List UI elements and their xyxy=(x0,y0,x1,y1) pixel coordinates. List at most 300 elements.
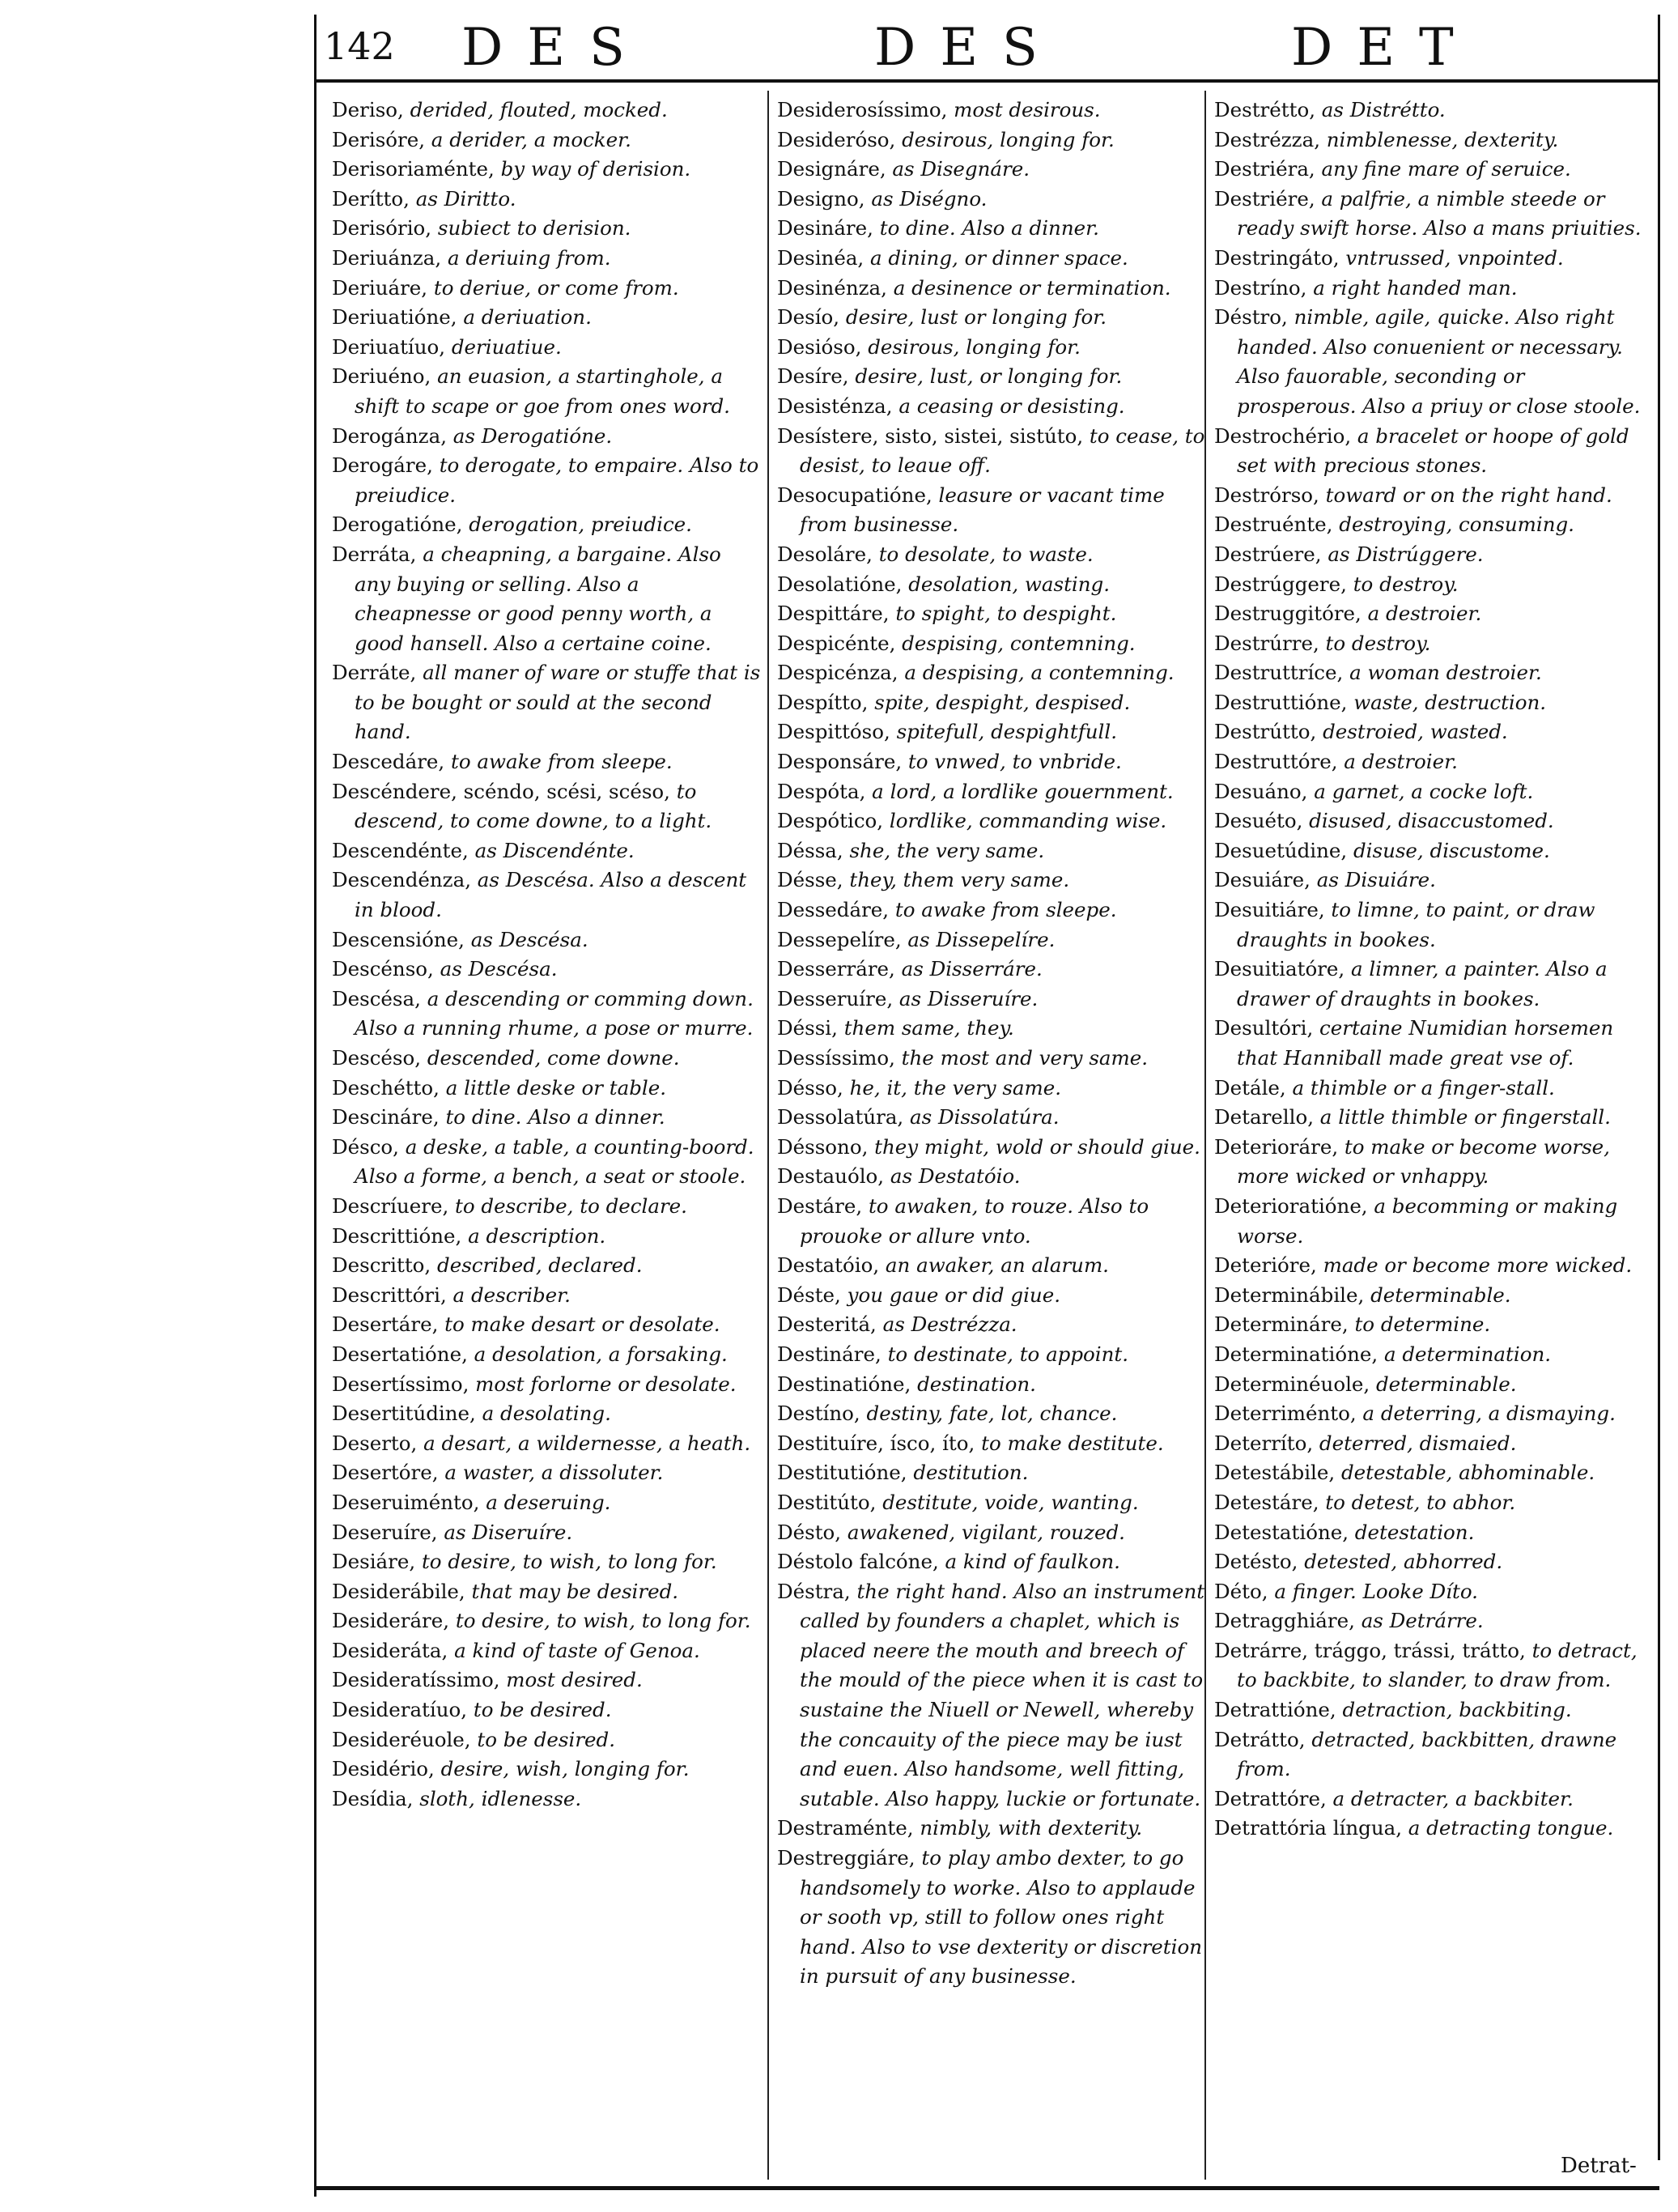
dictionary-entry xyxy=(1214,96,1643,125)
dictionary-entry xyxy=(1214,866,1643,895)
dictionary-entry xyxy=(332,125,761,155)
definition: to desire, to wish, to long for. xyxy=(415,1550,717,1574)
headword: Destíno, xyxy=(777,1402,860,1426)
definition: an euasion, a startinghole, a shift to scape or goe from ones word. xyxy=(355,364,730,418)
dictionary-entry xyxy=(1214,1725,1643,1784)
headword: Derogánza, xyxy=(332,423,447,448)
guide-word-right: DET xyxy=(1291,18,1478,78)
headword: Desseruíre, xyxy=(777,986,894,1010)
dictionary-entry xyxy=(777,836,1206,866)
headword: Detrattóre, xyxy=(1214,1786,1327,1810)
headword: Deriuatióne, xyxy=(332,305,457,330)
headword: Deterioráre, xyxy=(1214,1134,1339,1159)
definition: destroied, wasted. xyxy=(1316,720,1508,744)
dictionary-entry xyxy=(332,1488,761,1518)
dictionary-entry xyxy=(777,1192,1206,1251)
guide-word-left: DES xyxy=(461,18,649,78)
headword: Desertitúdine, xyxy=(332,1402,476,1426)
definition: determinable. xyxy=(1370,1372,1517,1396)
dictionary-entry xyxy=(1214,1547,1643,1577)
dictionary-entry xyxy=(1214,629,1643,659)
dictionary-entry xyxy=(1214,599,1643,629)
definition: to dine. Also a dinner. xyxy=(439,1105,665,1129)
dictionary-entry xyxy=(1214,1518,1643,1548)
definition: to destroy. xyxy=(1346,572,1459,596)
definition: detestable, abhominable. xyxy=(1335,1461,1595,1485)
dictionary-entry xyxy=(332,1429,761,1459)
headword: Desío, xyxy=(777,305,840,330)
headword: Destauólo, xyxy=(777,1164,885,1189)
definition: a determination. xyxy=(1378,1342,1552,1366)
dictionary-entry xyxy=(777,244,1206,274)
dictionary-entry xyxy=(777,1310,1206,1340)
headword: Destruénte, xyxy=(1214,513,1333,537)
dictionary-entry xyxy=(332,540,761,658)
dictionary-entry xyxy=(777,1370,1206,1400)
headword: Descináre, xyxy=(332,1105,440,1129)
definition: destitution. xyxy=(907,1461,1029,1485)
dictionary-entry xyxy=(332,1074,761,1104)
headword: Desuéto, xyxy=(1214,809,1303,833)
dictionary-entry xyxy=(777,1399,1206,1429)
definition: detestation. xyxy=(1349,1520,1475,1544)
headword: Dessedáre, xyxy=(777,898,890,922)
definition: a destroier. xyxy=(1361,602,1482,626)
dictionary-entry xyxy=(777,1133,1206,1163)
definition: as Detrárre. xyxy=(1354,1609,1484,1633)
dictionary-entry xyxy=(1214,422,1643,481)
dictionary-entry xyxy=(332,1784,761,1814)
definition: destitute, voide, wanting. xyxy=(876,1490,1139,1514)
definition: to awake from sleepe. xyxy=(889,898,1117,922)
dictionary-entry xyxy=(1214,806,1643,836)
dictionary-entry xyxy=(1214,1399,1643,1429)
dictionary-entry xyxy=(332,1665,761,1695)
dictionary-entry xyxy=(1214,185,1643,244)
dictionary-entry xyxy=(332,214,761,244)
dictionary-entry xyxy=(332,1547,761,1577)
definition: as Dissepelíre. xyxy=(901,927,1056,951)
definition: descended, come downe. xyxy=(421,1046,680,1070)
dictionary-entry xyxy=(777,985,1206,1015)
dictionary-entry xyxy=(332,510,761,540)
dictionary-entry xyxy=(332,1695,761,1725)
headword: Destreggiáre, xyxy=(777,1846,915,1870)
dictionary-entry xyxy=(777,1844,1206,1992)
definition: derided, flouted, mocked. xyxy=(403,98,668,121)
page-border-right xyxy=(1658,15,1660,2160)
headword: Descritto, xyxy=(332,1253,431,1278)
headword: Déto, xyxy=(1214,1579,1268,1603)
headword: Detésto, xyxy=(1214,1550,1298,1574)
dictionary-entry xyxy=(1214,1370,1643,1400)
headword: Deriuáre, xyxy=(332,275,428,300)
headword: Descésa, xyxy=(332,986,421,1010)
dictionary-entry xyxy=(332,1399,761,1429)
headword: Descendénte, xyxy=(332,838,469,862)
dictionary-entry xyxy=(777,866,1206,895)
dictionary-entry xyxy=(777,1547,1206,1577)
definition: by way of derision. xyxy=(494,157,691,181)
dictionary-entry xyxy=(332,185,761,215)
definition: to spight, to despight. xyxy=(889,602,1117,626)
headword: Destitutióne, xyxy=(777,1461,907,1485)
definition: you gaue or did giue. xyxy=(840,1283,1060,1307)
dictionary-entry xyxy=(1214,1340,1643,1370)
headword: Derráte, xyxy=(332,661,417,685)
headword: Desidério, xyxy=(332,1757,435,1781)
definition: a cheapning, a bargaine. Also any buying or selling. Also a cheapnesse or good penny worth, a good hansell. Also a certaine coine. xyxy=(355,542,721,655)
definition: as Derogatióne. xyxy=(446,423,613,448)
dictionary-entry xyxy=(1214,274,1643,304)
definition: nimbly, with dexterity. xyxy=(913,1816,1143,1840)
dictionary-entry xyxy=(332,244,761,274)
definition: leasure or vacant time from businesse. xyxy=(800,483,1165,537)
headword: Deterioratióne, xyxy=(1214,1193,1368,1218)
definition: desire, lust, or longing for. xyxy=(848,364,1123,389)
definition: desire, lust or longing for. xyxy=(839,305,1107,330)
definition: detraction, backbiting. xyxy=(1336,1698,1572,1722)
headword: Deterriménto, xyxy=(1214,1402,1357,1426)
headword: Destriére, xyxy=(1214,186,1315,211)
definition: deterred, dismaied. xyxy=(1313,1431,1517,1455)
definition: spitefull, despightfull. xyxy=(890,720,1118,744)
dictionary-entry xyxy=(332,1518,761,1548)
definition: to be desired. xyxy=(467,1698,612,1722)
headword: Desisténza, xyxy=(777,393,893,418)
headword: Desinéa, xyxy=(777,245,864,270)
dictionary-entry xyxy=(332,985,761,1044)
headword: Despóta, xyxy=(777,779,866,803)
headword: Desteritá, xyxy=(777,1312,877,1337)
dictionary-entry xyxy=(332,303,761,333)
definition: to make destitute. xyxy=(975,1431,1164,1455)
definition: to deriue, or come from. xyxy=(427,275,679,300)
definition: a becomming or making worse. xyxy=(1237,1193,1618,1248)
dictionary-entry xyxy=(1214,717,1643,747)
definition: to desire, to wish, to long for. xyxy=(449,1609,751,1633)
headword: Destrúrre, xyxy=(1214,631,1319,655)
definition: the most and very same. xyxy=(894,1046,1149,1070)
dictionary-page xyxy=(308,0,1667,2212)
dictionary-entry xyxy=(1214,1488,1643,1518)
dictionary-entry xyxy=(777,1429,1206,1459)
headword: Desertíssimo, xyxy=(332,1372,469,1396)
dictionary-entry xyxy=(1214,1251,1643,1281)
definition: a desinence or termination. xyxy=(886,275,1171,300)
headword: Descénso, xyxy=(332,957,434,981)
dictionary-entry xyxy=(1214,658,1643,688)
dictionary-entry xyxy=(777,777,1206,807)
dictionary-entry xyxy=(777,658,1206,688)
headword: Destrórso, xyxy=(1214,483,1319,507)
headword: Descedáre, xyxy=(332,750,445,774)
headword: Derisо, xyxy=(332,98,404,121)
header-rule xyxy=(314,79,1659,83)
dictionary-entry xyxy=(777,629,1206,659)
definition: a kind of taste of Genoa. xyxy=(448,1638,700,1662)
dictionary-entry xyxy=(777,717,1206,747)
dictionary-entry xyxy=(777,1518,1206,1548)
dictionary-entry xyxy=(1214,1133,1643,1192)
dictionary-entry xyxy=(1214,1103,1643,1133)
headword: Detragghiáre, xyxy=(1214,1609,1355,1633)
dictionary-entry xyxy=(1214,955,1643,1014)
definition: despising, contemning. xyxy=(895,631,1136,655)
definition: disused, disaccustomed. xyxy=(1302,809,1554,833)
headword: Désco, xyxy=(332,1134,399,1159)
definition: deriuatiue. xyxy=(445,334,562,359)
dictionary-entry xyxy=(777,1281,1206,1311)
dictionary-entry xyxy=(777,1488,1206,1518)
dictionary-entry xyxy=(1214,481,1643,511)
headword: Detrárre, trággo, trássi, trátto, xyxy=(1214,1638,1526,1662)
dictionary-entry xyxy=(777,214,1206,244)
definition: a detracting tongue. xyxy=(1402,1816,1614,1840)
definition: a deriuation. xyxy=(457,305,592,330)
dictionary-entry xyxy=(332,1133,761,1192)
dictionary-entry xyxy=(777,570,1206,600)
dictionary-entry xyxy=(777,1458,1206,1488)
definition: toward or on the right hand. xyxy=(1319,483,1612,507)
headword: Desolatióne, xyxy=(777,572,903,596)
dictionary-entry xyxy=(777,688,1206,718)
dictionary-entry xyxy=(332,1340,761,1370)
definition: he, it, the very same. xyxy=(843,1075,1062,1100)
headword: Destináre, xyxy=(777,1342,881,1366)
headword: Destrúggere, xyxy=(1214,572,1347,596)
definition: detested, abhorred. xyxy=(1298,1550,1503,1574)
headword: Desideratíuo, xyxy=(332,1698,468,1722)
definition: to limne, to paint, or draw draughts in bookes. xyxy=(1237,898,1595,951)
definition: a right handed man. xyxy=(1306,275,1518,300)
headword: Déstro, xyxy=(1214,305,1288,330)
dictionary-entry xyxy=(1214,244,1643,274)
definition: a desolation, a forsaking. xyxy=(467,1342,728,1366)
definition: as Descésa. Also a descent in blood. xyxy=(355,868,747,922)
dictionary-entry xyxy=(332,1281,761,1311)
dictionary-entry xyxy=(777,925,1206,955)
headword: Detrattória língua, xyxy=(1214,1816,1402,1840)
dictionary-entry xyxy=(332,1310,761,1340)
dictionary-entry xyxy=(777,540,1206,570)
headword: Desístere, sisto, sistei, sistúto, xyxy=(777,423,1084,448)
definition: a derider, a mocker. xyxy=(425,127,631,151)
headword: Derítto, xyxy=(332,186,410,211)
definition: a detracter, a backbiter. xyxy=(1326,1786,1574,1810)
definition: a destroier. xyxy=(1337,750,1458,774)
definition: to awake from sleepe. xyxy=(444,750,673,774)
definition: to play ambo dexter, to go handsomely to worke. Also to applaude or sooth vp, still to follow ones right hand. Also to vse dexterity or discretion in pursuit of any businesse. xyxy=(800,1846,1202,1989)
headword: Desinénza, xyxy=(777,275,887,300)
headword: Detarello, xyxy=(1214,1105,1315,1129)
definition: to vnwed, to vnbride. xyxy=(902,750,1122,774)
definition: most forlorne or desolate. xyxy=(469,1372,737,1396)
dictionary-entry xyxy=(332,1044,761,1074)
dictionary-entry xyxy=(1214,1606,1643,1636)
definition: a deske, a table, a counting-boord. Also a forme, a bench, a seat or stoole. xyxy=(355,1134,754,1189)
headword: Descrittióne, xyxy=(332,1223,462,1248)
definition: a little deske or table. xyxy=(439,1075,667,1100)
dictionary-entry xyxy=(777,481,1206,540)
definition: spite, despight, despised. xyxy=(868,690,1131,714)
headword: Desideróso, xyxy=(777,127,896,151)
definition: vntrussed, vnpointed. xyxy=(1339,245,1564,270)
definition: to be desired. xyxy=(470,1727,616,1751)
dictionary-entry xyxy=(332,1103,761,1133)
dictionary-entry xyxy=(1214,688,1643,718)
definition: the right hand. Also an instrument called by founders a chaplet, which is placed neere the mouth and breech of the mould of the piece when it is cast to sustaine the Niuell or Newell, whereby the concauity of the piece may be iust and euen. Also handsome, well fitting, sutable. Also happy, luckie or fortunate. xyxy=(800,1579,1205,1810)
definition: a lord, a lordlike gouernment. xyxy=(865,779,1174,803)
dictionary-entry xyxy=(777,125,1206,155)
column-3 xyxy=(1214,96,1643,1844)
definition: a limner, a painter. Also a drawer of draughts in bookes. xyxy=(1237,957,1608,1010)
headword: Descendénza, xyxy=(332,868,471,892)
dictionary-entry xyxy=(777,362,1206,392)
definition: she, the very same. xyxy=(843,838,1045,862)
dictionary-entry xyxy=(777,422,1206,481)
headword: Dessepelíre, xyxy=(777,927,902,951)
dictionary-entry xyxy=(1214,540,1643,570)
headword: Destrútto, xyxy=(1214,720,1317,744)
headword: Destruttióne, xyxy=(1214,690,1348,714)
dictionary-entry xyxy=(332,836,761,866)
dictionary-entry xyxy=(332,1725,761,1755)
definition: as Distrúggere. xyxy=(1321,542,1484,566)
headword: Detrattióne, xyxy=(1214,1698,1336,1722)
definition: a garnet, a cocke loft. xyxy=(1307,779,1534,803)
headword: Destitúto, xyxy=(777,1490,877,1514)
definition: a description. xyxy=(461,1223,606,1248)
dictionary-entry xyxy=(777,1251,1206,1281)
headword: Desserráre, xyxy=(777,957,895,981)
headword: Déste, xyxy=(777,1283,841,1307)
headword: Desuáno, xyxy=(1214,779,1308,803)
definition: most desired. xyxy=(499,1668,643,1692)
dictionary-entry xyxy=(332,1636,761,1666)
definition: as Distrétto. xyxy=(1315,98,1446,121)
dictionary-entry xyxy=(777,955,1206,985)
definition: as Destrézza. xyxy=(876,1312,1017,1337)
dictionary-entry xyxy=(777,1103,1206,1133)
page-number: 142 xyxy=(324,24,395,68)
definition: a describer. xyxy=(446,1283,571,1307)
definition: a kind of faulkon. xyxy=(938,1550,1120,1574)
definition: derogation, preiudice. xyxy=(462,513,692,537)
dictionary-entry xyxy=(777,1577,1206,1814)
dictionary-entry xyxy=(777,1074,1206,1104)
definition: as Destatóio. xyxy=(884,1164,1021,1189)
headword: Desideráre, xyxy=(332,1609,450,1633)
headword: Dessolatúra, xyxy=(777,1105,904,1129)
definition: a little thimble or fingerstall. xyxy=(1314,1105,1611,1129)
headword: Determinatióne, xyxy=(1214,1342,1379,1366)
headword: Detále, xyxy=(1214,1075,1286,1100)
headword: Desertatióne, xyxy=(332,1342,468,1366)
dictionary-entry xyxy=(777,1162,1206,1192)
dictionary-entry xyxy=(1214,1014,1643,1073)
definition: desolation, wasting. xyxy=(902,572,1111,596)
headword: Desuitiatóre, xyxy=(1214,957,1345,981)
definition: a bracelet or hoope of gold set with precious stones. xyxy=(1237,423,1629,478)
dictionary-entry xyxy=(332,333,761,363)
definition: to descend, to come downe, to a light. xyxy=(355,779,712,833)
dictionary-entry xyxy=(332,96,761,125)
definition: desire, wish, longing for. xyxy=(434,1757,690,1781)
catchword: Detrat- xyxy=(1561,2154,1637,2178)
headword: Derisóre, xyxy=(332,127,426,151)
definition: as Descésa. xyxy=(433,957,558,981)
definition: to destinate, to appoint. xyxy=(881,1342,1129,1366)
headword: Desertáre, xyxy=(332,1312,439,1337)
column-divider-1 xyxy=(767,91,769,2180)
headword: Detestábile, xyxy=(1214,1461,1336,1485)
headword: Destraménte, xyxy=(777,1816,914,1840)
definition: a finger. Looke Díto. xyxy=(1268,1579,1478,1603)
definition: any fine mare of seruice. xyxy=(1315,157,1571,181)
definition: described, declared. xyxy=(431,1253,643,1278)
dictionary-entry xyxy=(777,599,1206,629)
dictionary-entry xyxy=(332,1251,761,1281)
dictionary-entry xyxy=(777,303,1206,333)
headword: Desíre, xyxy=(777,364,849,389)
column-1 xyxy=(332,96,761,1814)
dictionary-entry xyxy=(777,1814,1206,1844)
definition: detracted, backbitten, drawne from. xyxy=(1237,1727,1617,1781)
headword: Desióso, xyxy=(777,334,862,359)
definition: to make desart or desolate. xyxy=(438,1312,720,1337)
headword: Detestatióne, xyxy=(1214,1520,1349,1544)
definition: a palfrie, a nimble steede or ready swift horse. Also a mans priuities. xyxy=(1237,186,1642,240)
guide-word-center: DES xyxy=(874,18,1062,78)
headword: Desocupatióne, xyxy=(777,483,932,507)
headword: Destrochério, xyxy=(1214,423,1352,448)
headword: Derráta, xyxy=(332,542,417,566)
headword: Despicénza, xyxy=(777,661,898,685)
dictionary-entry xyxy=(1214,1074,1643,1104)
dictionary-entry xyxy=(332,155,761,185)
headword: Désso, xyxy=(777,1075,843,1100)
headword: Destrúere, xyxy=(1214,542,1322,566)
dictionary-entry xyxy=(1214,303,1643,421)
definition: to detract, to backbite, to slander, to draw from. xyxy=(1237,1638,1638,1692)
definition: most desirous. xyxy=(947,98,1101,121)
headword: Destringáto, xyxy=(1214,245,1340,270)
dictionary-entry xyxy=(332,1755,761,1784)
dictionary-entry xyxy=(1214,570,1643,600)
definition: as Diritto. xyxy=(409,186,516,211)
definition: a woman destroier. xyxy=(1343,661,1542,685)
dictionary-entry xyxy=(1214,1192,1643,1251)
headword: Desideráta, xyxy=(332,1638,448,1662)
dictionary-entry xyxy=(1214,747,1643,777)
definition: them same, they. xyxy=(837,1016,1014,1040)
headword: Destruttóre, xyxy=(1214,750,1338,774)
headword: Destruttríce, xyxy=(1214,661,1344,685)
headword: Detestáre, xyxy=(1214,1490,1319,1514)
definition: waste, destruction. xyxy=(1347,690,1547,714)
headword: Destatóio, xyxy=(777,1253,880,1278)
dictionary-entry xyxy=(1214,1429,1643,1459)
definition: made or become more wicked. xyxy=(1316,1253,1633,1278)
definition: as Disseruíre. xyxy=(893,986,1039,1010)
headword: Destrétto, xyxy=(1214,98,1316,121)
headword: Désto, xyxy=(777,1520,842,1544)
definition: sloth, idlenesse. xyxy=(413,1786,582,1810)
definition: to detest, to abhor. xyxy=(1319,1490,1516,1514)
headword: Dessíssimo, xyxy=(777,1046,895,1070)
definition: destroying, consuming. xyxy=(1332,513,1574,537)
